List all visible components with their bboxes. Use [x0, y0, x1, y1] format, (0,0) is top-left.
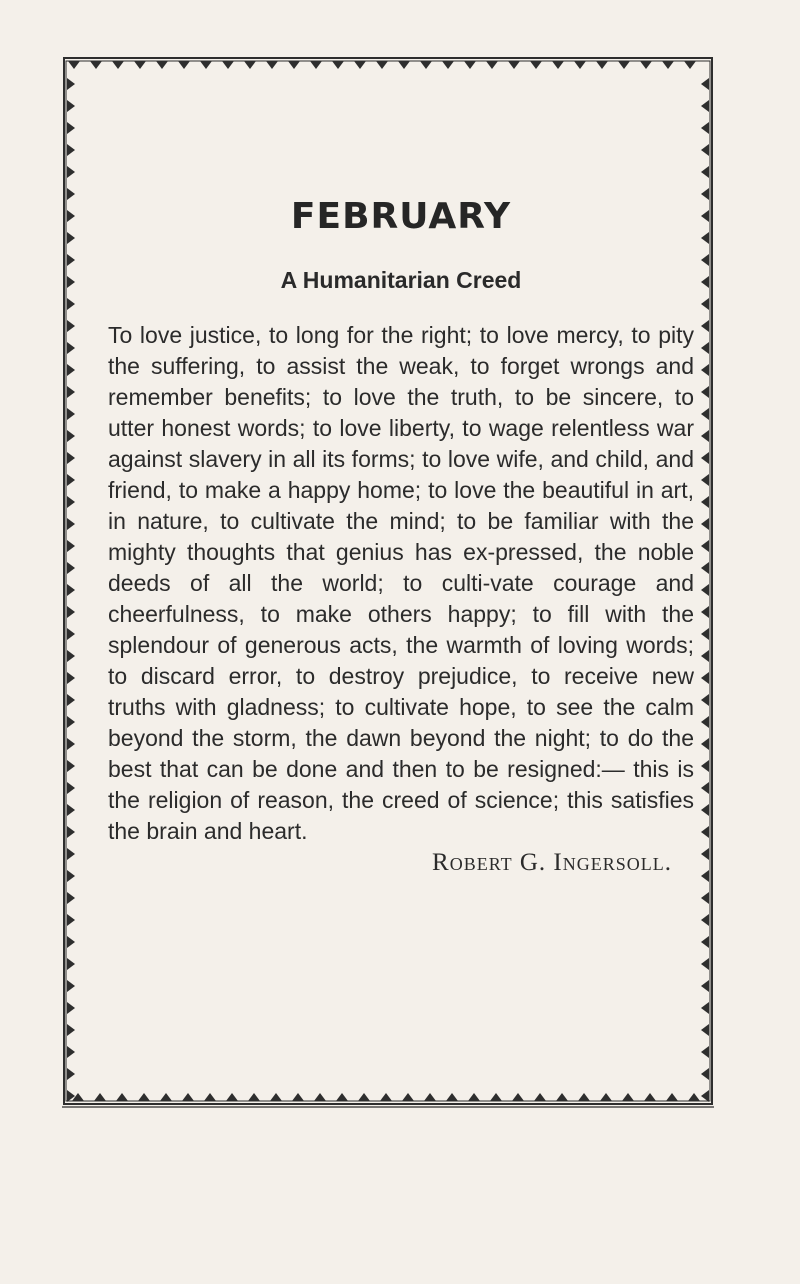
page-subtitle: A Humanitarian Creed: [280, 267, 522, 293]
creed-text: To love justice, to long for the right; to love mercy, to pity the suffering, to assist the weak, to forget wrongs and remember benefits; to love the truth, to be sincere, to utter honest words; to love liberty, to wage relentless war against slavery in all its forms; to love wife, and child, and friend, to make a happy home; to love the beautiful in art, in nature, to cultivate the mind; to be familiar with the mighty thoughts that genius has ex-pressed, the noble deeds of all the world; to culti-vate courage and cheerfulness, to make others happy; to fill with the splendour of generous acts, the warmth of loving words; to discard error, to destroy prejudice, to receive new truths with gladness; to cultivate hope, to see the calm beyond the storm, the dawn beyond the night; to do the best that can be done and then to be resigned:— this is the religion of reason, the creed of science; this satisfies the brain and heart.: [108, 322, 694, 844]
author-signature: Robert G. Ingersoll.: [432, 849, 672, 876]
main-content: [108, 196, 694, 877]
page-title: FEBRUARY: [290, 196, 512, 237]
